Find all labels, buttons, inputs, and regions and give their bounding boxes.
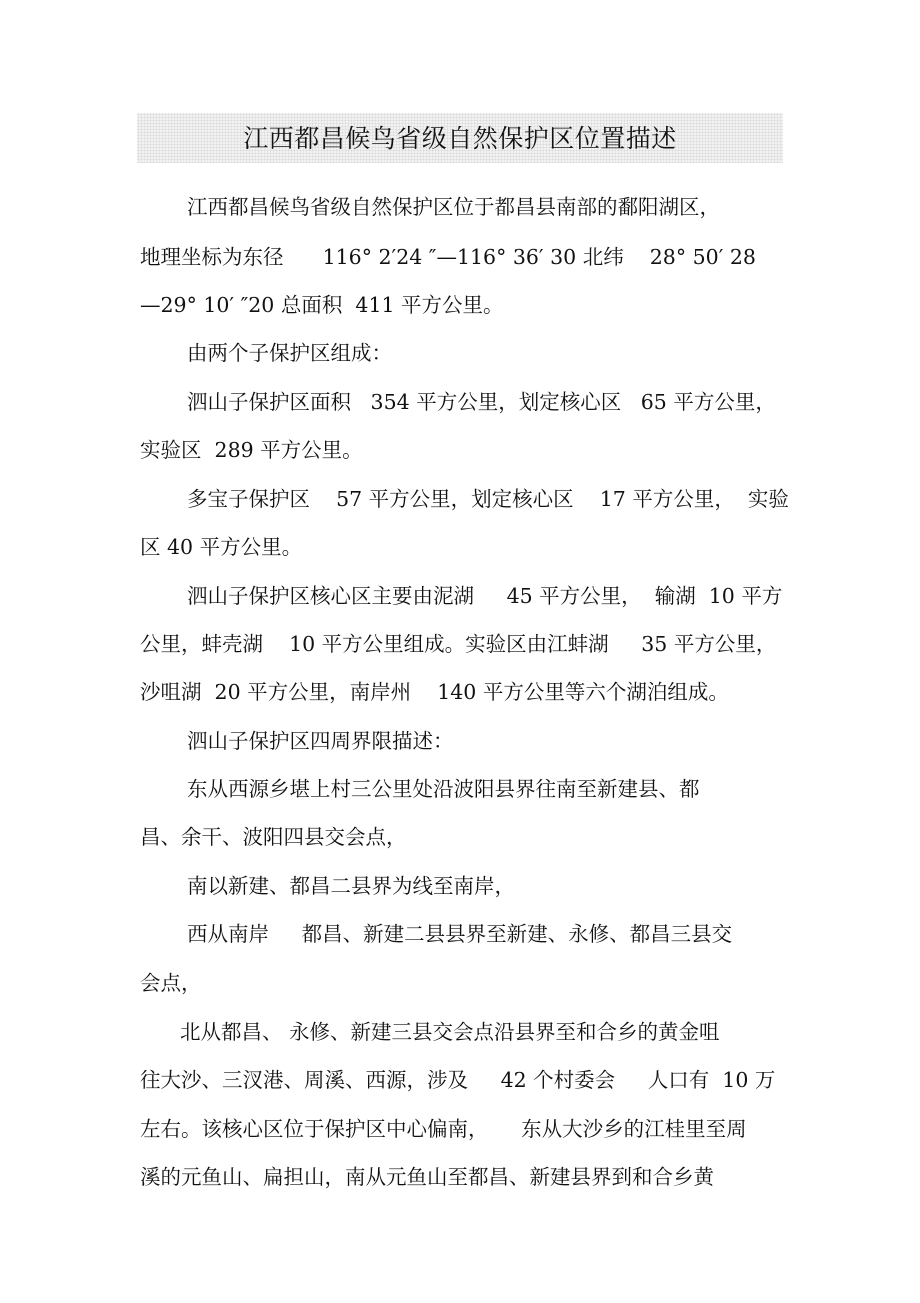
paragraph-line: 左右。该核心区位于保护区中心偏南， 东从大沙乡的江桂里至周 — [140, 1117, 747, 1141]
paragraph-line: 西从南岸 都昌、新建二县县界至新建、永修、都昌三县交 — [187, 922, 733, 946]
document-title: 江西都昌候鸟省级自然保护区位置描述 — [243, 124, 677, 153]
paragraph-line: 多宝子保护区 57 平方公里，划定核心区 17 平方公里， 实验 — [187, 487, 789, 511]
paragraph-line: 东从西源乡堪上村三公里处沿波阳县界往南至新建县、都 — [187, 777, 700, 801]
paragraph-line: 泗山子保护区核心区主要由泥湖 45 平方公里， 输湖 10 平方 — [187, 584, 783, 608]
paragraph-line: 南以新建、都昌二县界为线至南岸， — [187, 874, 515, 898]
paragraph-line: 泗山子保护区面积 354 平方公里，划定核心区 65 平方公里， — [187, 390, 776, 414]
paragraph-line: 沙咀湖 20 平方公里，南岸州 140 平方公里等六个湖泊组成。 — [140, 680, 729, 704]
paragraph-line: 往大沙、三汊港、周溪、西源，涉及 42 个村委会 人口有 10 万 — [140, 1068, 776, 1092]
paragraph-line: 昌、余干、波阳四县交会点， — [140, 825, 407, 849]
paragraph-line: 实验区 289 平方公里。 — [140, 438, 363, 462]
paragraph-line: 地理坐标为东径 116° 2′24 ″—116° 36′ 30 北纬 28° 50′ 28 — [140, 245, 756, 269]
paragraph-line: 江西都昌候鸟省级自然保护区位于都昌县南部的鄱阳湖区， — [187, 195, 720, 219]
paragraph-line: 北从都昌、 永修、新建三县交会点沿县界至和合乡的黄金咀 — [180, 1020, 720, 1044]
paragraph-line: 会点， — [140, 971, 202, 995]
paragraph-line: 区 40 平方公里。 — [140, 535, 303, 559]
paragraph-line: —29° 10′ ″20 总面积 411 平方公里。 — [140, 293, 504, 317]
paragraph-line: 泗山子保护区四周界限描述： — [187, 729, 454, 753]
paragraph-line: 溪的元鱼山、扁担山，南从元鱼山至都昌、新建县界到和合乡黄 — [140, 1165, 714, 1189]
paragraph-line: 公里，蚌壳湖 10 平方公里组成。实验区由江蚌湖 35 平方公里， — [140, 632, 777, 656]
title-band — [137, 113, 783, 163]
paragraph-line: 由两个子保护区组成： — [187, 341, 392, 365]
